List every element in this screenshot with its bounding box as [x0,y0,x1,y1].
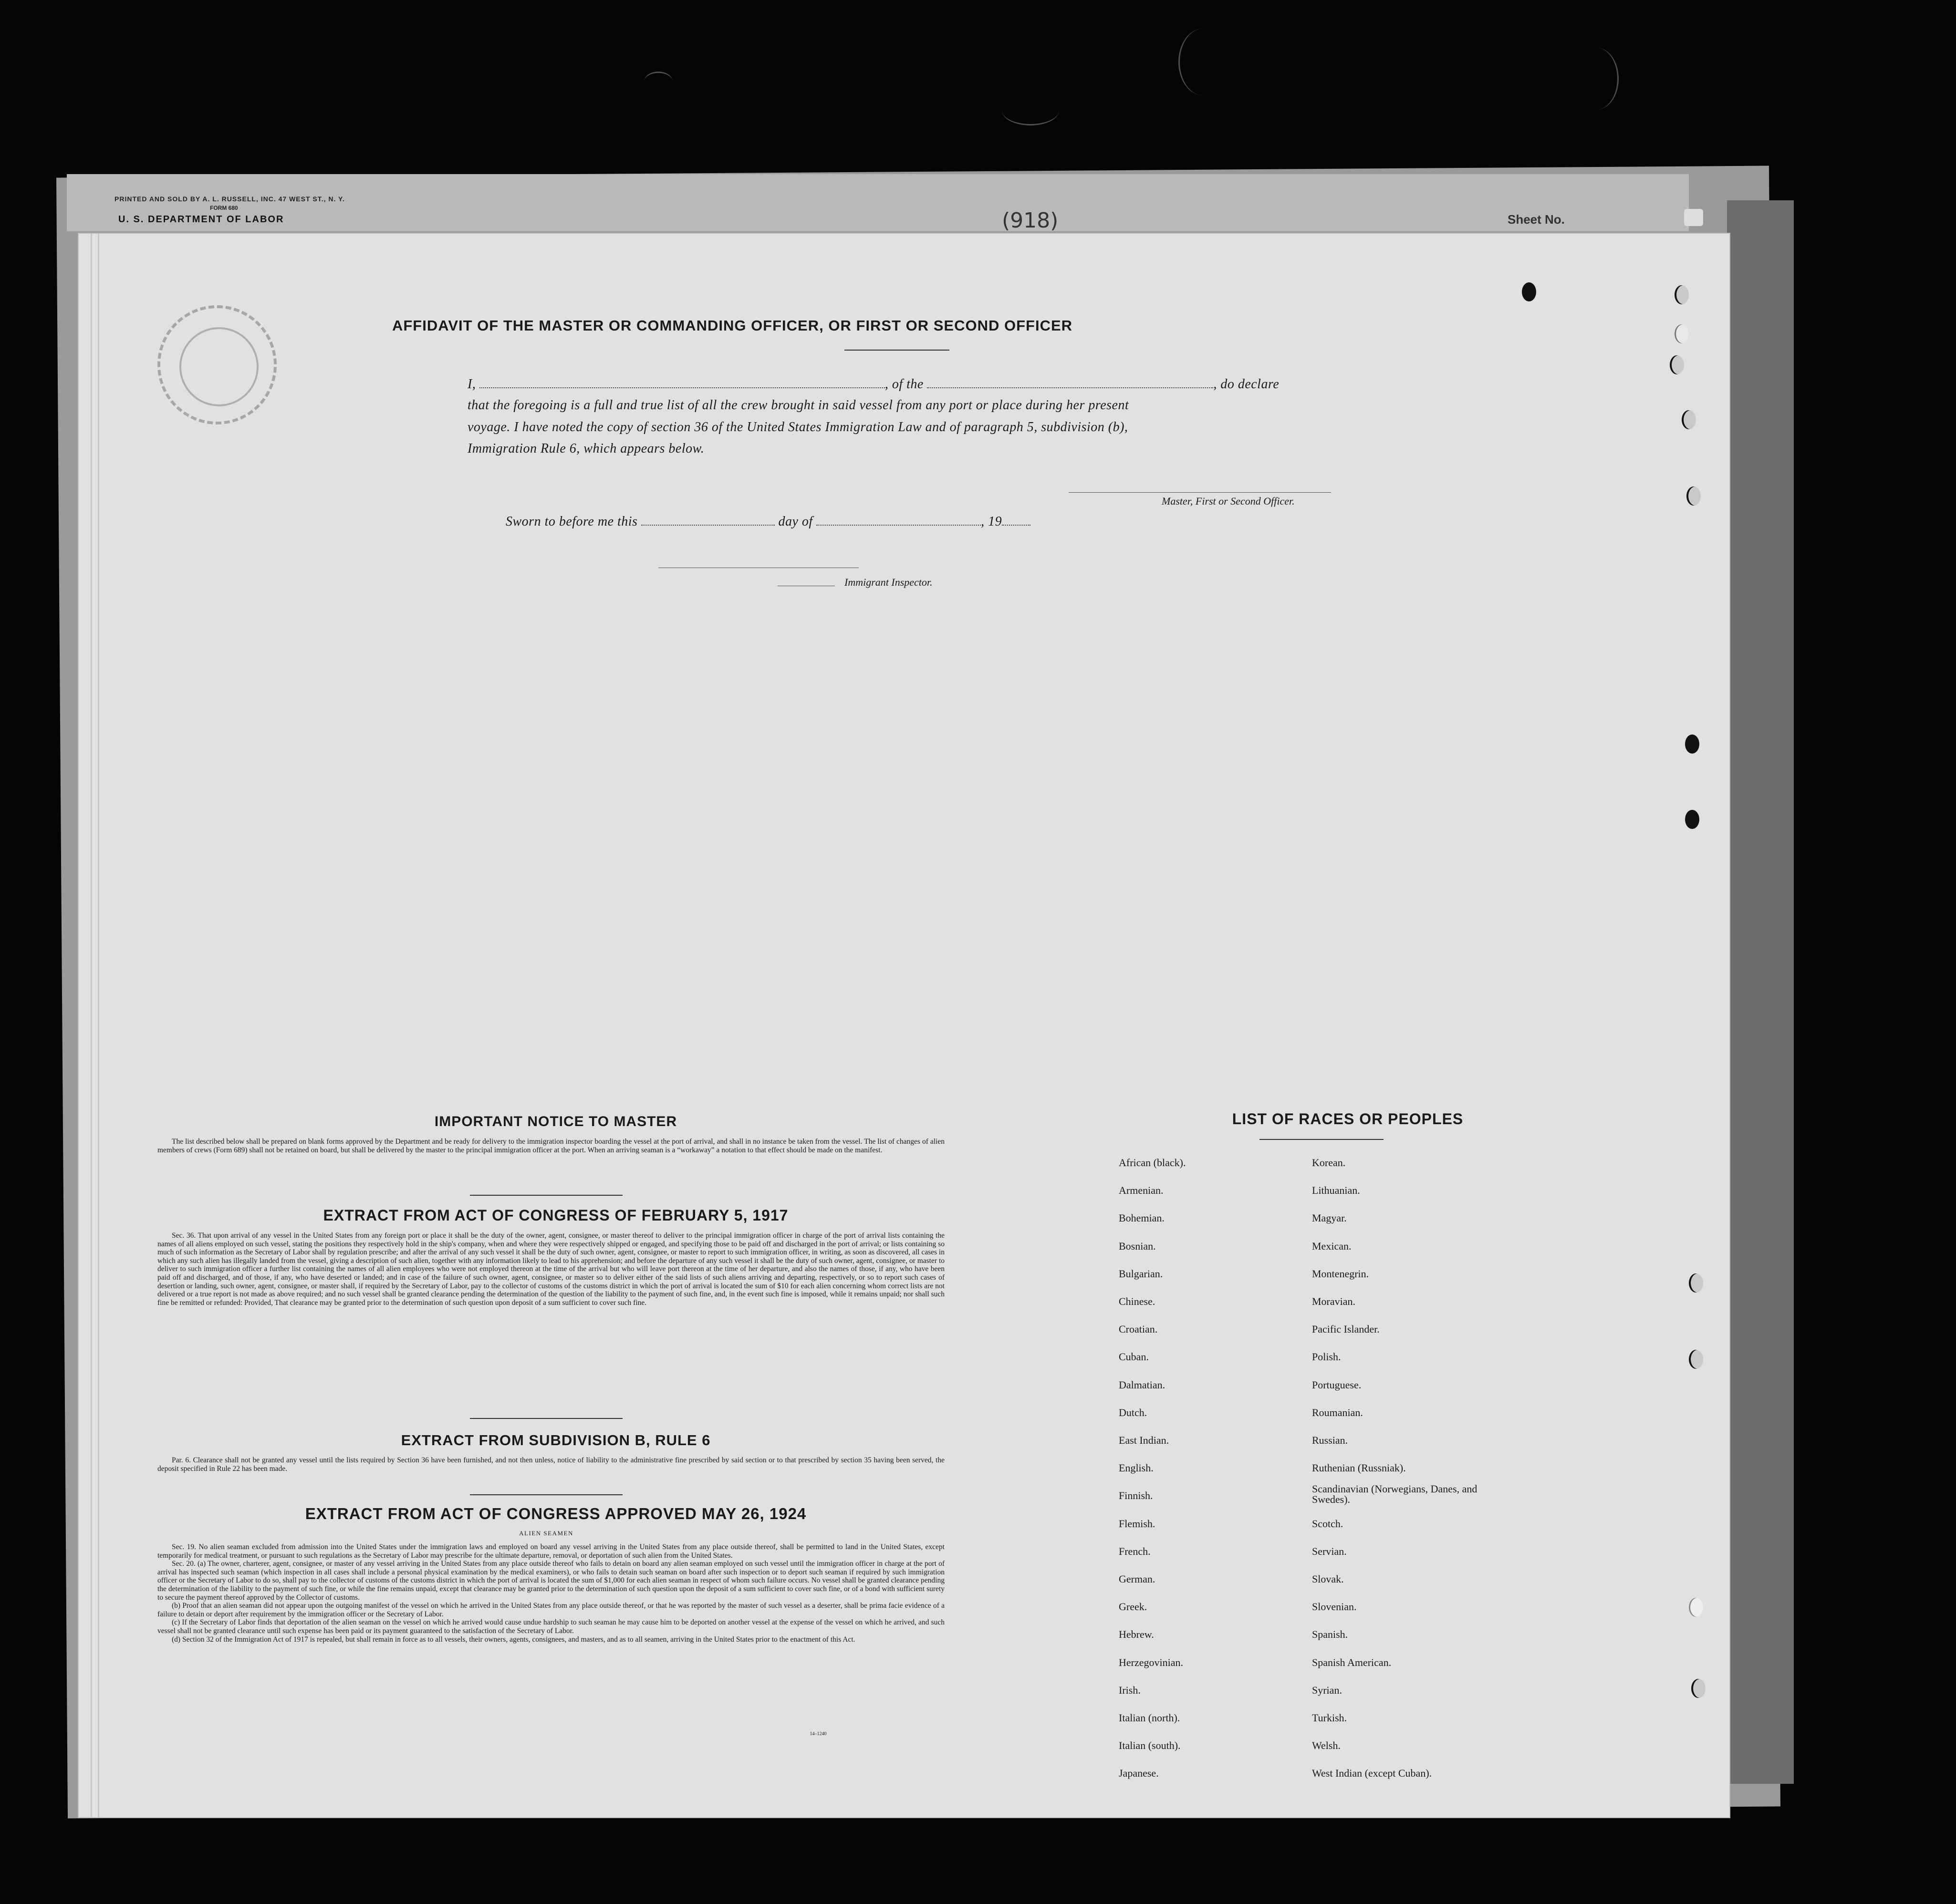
affidavit-title: AFFIDAVIT OF THE MASTER OR COMMANDING OFFICER, OR FIRST OR SECOND OFFICER [392,317,1073,334]
race-item: Chinese. [1119,1295,1155,1307]
race-item: Mexican. [1312,1240,1352,1252]
race-item: Finnish. [1119,1490,1153,1502]
race-item: East Indian. [1119,1434,1169,1446]
rule6-title: EXTRACT FROM SUBDIVISION B, RULE 6 [401,1432,711,1449]
race-item: Portuguese. [1312,1378,1362,1391]
race-item: West Indian (except Cuban). [1312,1767,1432,1780]
master-signature-label: Master, First or Second Officer. [1162,495,1295,507]
affidavit-of-the: , of the [884,377,924,392]
race-item: French. [1119,1545,1151,1557]
sworn-day-of: day of [778,514,813,529]
race-item: Slovak. [1312,1573,1344,1585]
affidavit-line-3: voyage. I have noted the copy of section 36 of the United States Immigration Law and of paragraph 5, subdivision (b), [468,420,1128,435]
extract-1924-paragraph: (d) Section 32 of the Immigration Act of 1917 is repealed, but shall remain in force as to all vessels, their owners, agents, consignees, and masters, and as to all seamen, arriving in the United States prior to the enactment of this Act. [172,1635,855,1644]
race-item: Polish. [1312,1351,1341,1363]
vessel-blank [927,385,1213,388]
race-item: Bohemian. [1119,1212,1165,1224]
handwritten-number: (918) [1002,208,1059,233]
sworn-prefix: Sworn to before me this [506,514,638,529]
race-item: Lithuanian. [1312,1184,1360,1197]
extract-1924-title: EXTRACT FROM ACT OF CONGRESS APPROVED MAY 26, 1924 [305,1505,807,1522]
year-blank [1002,523,1030,526]
binder-hole [1675,324,1689,343]
race-item: Welsh. [1312,1739,1341,1752]
binder-hole [1682,410,1696,429]
page-tab [1684,209,1703,226]
race-item: Herzegovinian. [1119,1656,1183,1668]
affidavit-declaration-line [468,377,1279,392]
sworn-line [506,514,1030,529]
race-item: Turkish. [1312,1712,1347,1724]
underlying-sheet-edge [1727,200,1794,1784]
extract-1924-paragraph: Sec. 20. (a) The owner, charterer, agent, consignee, or master of any vessel arriving in the United States from any place outside thereof who fails to detain on board any alien seaman employed on such vessel until the immigration officer in charge at the port of arrival has inspected such seaman (which inspection in all cases shall include a personal physical examination by the medical examiners), or who fails to detain such seaman on board after such inspection or to deport such seaman if required by such immigration officer or the Secretary of Labor to do so, shall pay to the collector of customs of the customs district in which the port of arrival is located the sum of $1,000 for each alien seaman in respect of whom such failure occurs. No vessel shall be granted clearance pending the determination of the liability to the payment of such fine, or while the fine remains unpaid, except that clearance may be granted prior to the determination of such question upon the deposit of a sum sufficient to cover such fine, or of a bond with sufficient surety to secure the payment thereof approved by the Collector of customs. [157,1560,945,1602]
race-item: Spanish American. [1312,1656,1392,1668]
binder-hole [1675,285,1689,304]
section-rule [470,1195,623,1196]
section-rule [470,1494,623,1495]
affidavit-line-4: Immigration Rule 6, which appears below. [468,441,705,456]
day-blank [641,523,775,526]
race-item: Croatian. [1119,1323,1158,1335]
binder-hole [1686,486,1701,506]
title-rule [844,350,949,351]
form-number: FORM 680 [210,205,238,211]
form-code: 14–1240 [810,1731,827,1737]
master-signature-line [1069,492,1331,493]
race-item: Ruthenian (Russniak). [1312,1462,1406,1474]
binder-hole [1670,355,1684,374]
race-item: Magyar. [1312,1212,1347,1224]
race-item: Russian. [1312,1434,1348,1446]
month-blank [816,523,981,526]
rule6-paragraph: Par. 6. Clearance shall not be granted any vessel until the lists required by Section 36 have been furnished, and not then unless, notice of liability to the administrative fine prescribed by said section or to that prescribed by section 35 having been served, the deposit specified in Rule 22 has been made. [157,1456,945,1473]
extract-1917-body [157,1231,945,1307]
section-rule [470,1418,623,1419]
extract-1924-paragraph: (b) Proof that an alien seaman did not appear upon the outgoing manifest of the vessel on which he arrived in the United States from any place outside thereof, or that he was reported by the master of such vessel as a deserter, shall be prima facie evidence of a failure to detain or deport after requirement by the immigration officer or the Secretary of Labor. [157,1602,945,1618]
scan-mark [1002,95,1059,125]
printer-line: PRINTED AND SOLD BY A. L. RUSSELL, INC. 47 WEST ST., N. Y. [114,195,345,203]
binder-hole [1689,1598,1703,1617]
race-item: Scandinavian (Norwegians, Danes, and Swedes). [1312,1483,1477,1506]
affidavit-line-2: that the foregoing is a full and true list of all the crew brought in said vessel from any port or place during her present [468,398,1129,413]
sworn-year: , 19 [981,514,1002,529]
notice-paragraph: The list described below shall be prepared on blank forms approved by the Department and be ready for delivery to the immigration inspector boarding the vessel at the port of arrival, and shall in no instance be taken from the vessel. The list of changes of alien members of crews (Form 689) shall not be retained on board, but shall be delivered by the master to the principal immigration officer at the port. When an arriving seaman is a “workaway” a notation to that effect should be made on the manifest. [157,1138,945,1154]
header-strip [67,174,1689,231]
race-item: Italian (north). [1119,1712,1180,1724]
race-item: German. [1119,1573,1155,1585]
race-item: Spanish. [1312,1628,1348,1641]
race-item: Korean. [1312,1157,1346,1169]
race-item: Cuban. [1119,1351,1149,1363]
rule6-body [157,1456,945,1473]
affidavit-i: I, [468,377,476,392]
race-item: Moravian. [1312,1295,1356,1307]
name-blank [479,385,885,388]
race-item: Bulgarian. [1119,1267,1163,1280]
race-item: Irish. [1119,1684,1141,1696]
race-item: Armenian. [1119,1184,1164,1197]
inspector-label: Immigrant Inspector. [844,576,933,588]
extract-1924-body [157,1543,945,1644]
race-item: Japanese. [1119,1767,1159,1780]
notice-body [157,1138,945,1154]
scan-mark [644,72,673,92]
race-item: African (black). [1119,1157,1186,1169]
page-edge-line [98,234,99,1817]
scan-mark [1574,48,1619,110]
race-item: Italian (south). [1119,1739,1181,1752]
binder-hole [1685,810,1699,829]
race-item: Montenegrin. [1312,1267,1369,1280]
section-rule [1259,1139,1384,1140]
notice-title: IMPORTANT NOTICE TO MASTER [434,1114,677,1129]
sheet-label: Sheet No. [1508,212,1565,227]
race-item: Dalmatian. [1119,1378,1165,1391]
binder-hole [1685,735,1699,754]
binder-hole [1522,282,1536,301]
department-name: U. S. DEPARTMENT OF LABOR [118,214,284,225]
race-item: English. [1119,1462,1154,1474]
race-item: Greek. [1119,1601,1147,1613]
extract-1924-paragraph: Sec. 19. No alien seaman excluded from admission into the United States under the immigration laws and employed on board any vessel arriving in the United States from any place outside thereof, shall be permitted to land in the United States, except temporarily for medical treatment, or pursuant to such regulations as the Secretary of Labor may prescribe for the ultimate departure, removal, or deportation of such alien from the United States. [157,1543,945,1560]
race-item: Scotch. [1312,1517,1343,1530]
race-item: Dutch. [1119,1406,1147,1418]
extract-1917-paragraph: Sec. 36. That upon arrival of any vessel in the United States from any foreign port or place it shall be the duty of the owner, agent, consignee, or master thereof to deliver to the principal immigration officer in charge of the port of arrival lists containing the names of all aliens employed on such vessel, stating the positions they respectively hold in the ship's company, when and where they were respectively shipped or engaged, and specifying those to be paid off and discharged in the port of arrival; or lists containing so much of such information as the Secretary of Labor shall by regulation prescribe; and after the arrival of any such vessel it shall be the duty of such owner, agent, consignee, or master to report to such immigration officer, in writing, as soon as discovered, all cases in which any such alien has illegally landed from the vessel, giving a description of such alien, together with any information likely to lead to his apprehension; and before the departure of any such vessel it shall be the duty of such owner, agent, consignee, or master to deliver to such immigration officer a further list containing the names of all alien employees who were not employed thereon at the time of the arrival but who will leave port thereon at the time of her departure, and also the names of those, if any, who have been paid off and discharged, and of those, if any, who have deserted or landed; and in case of the failure of such owner, agent, consignee, or master so to deliver either of the said lists of such aliens arriving and departing, respectively, or so to report such cases of desertion or landing, such owner, agent, consignee, or master shall, if required by the Secretary of Labor, pay to the collector of customs of the customs district in which the port of arrival is located the sum of $10 for each alien concerning whom correct lists are not delivered or a true report is not made as above required; and no such vessel shall be granted clearance pending the determination of the question of the liability to the payment of such fine, and, in the event such fine is imposed, while it remains unpaid; nor shall such fine be remitted or refunded: Provided, That clearance may be granted prior to the determination of such question upon deposit of a sum sufficient to cover such fine. [157,1231,945,1307]
scan-mark [1178,29,1228,95]
race-item: Bosnian. [1119,1240,1156,1252]
race-item: Hebrew. [1119,1628,1154,1641]
extract-1924-paragraph: (c) If the Secretary of Labor finds that deportation of the alien seaman on the vessel on which he arrived would cause undue hardship to such seaman he may cause him to be deported on another vessel at the expense of the vessel on which he arrived, and such vessel shall not be granted clearance until such expense has been paid or its payment guaranteed to the satisfaction of the Secretary of Labor. [157,1618,945,1635]
manifest-page [79,234,1729,1817]
page-edge-line [91,234,92,1817]
race-item: Pacific Islander. [1312,1323,1380,1335]
affidavit-declare: , do declare [1213,377,1280,392]
binder-hole [1691,1679,1706,1698]
binder-hole [1689,1273,1703,1293]
race-item: Slovenian. [1312,1601,1357,1613]
race-item: Flemish. [1119,1517,1155,1530]
binder-hole [1689,1350,1703,1369]
extract-1917-title: EXTRACT FROM ACT OF CONGRESS OF FEBRUARY 5, 1917 [323,1207,789,1224]
race-item: Servian. [1312,1545,1347,1557]
races-title: LIST OF RACES OR PEOPLES [1232,1110,1464,1128]
race-item: Roumanian. [1312,1406,1363,1418]
extract-1924-subtitle: ALIEN SEAMEN [519,1530,573,1537]
race-item: Syrian. [1312,1684,1342,1696]
